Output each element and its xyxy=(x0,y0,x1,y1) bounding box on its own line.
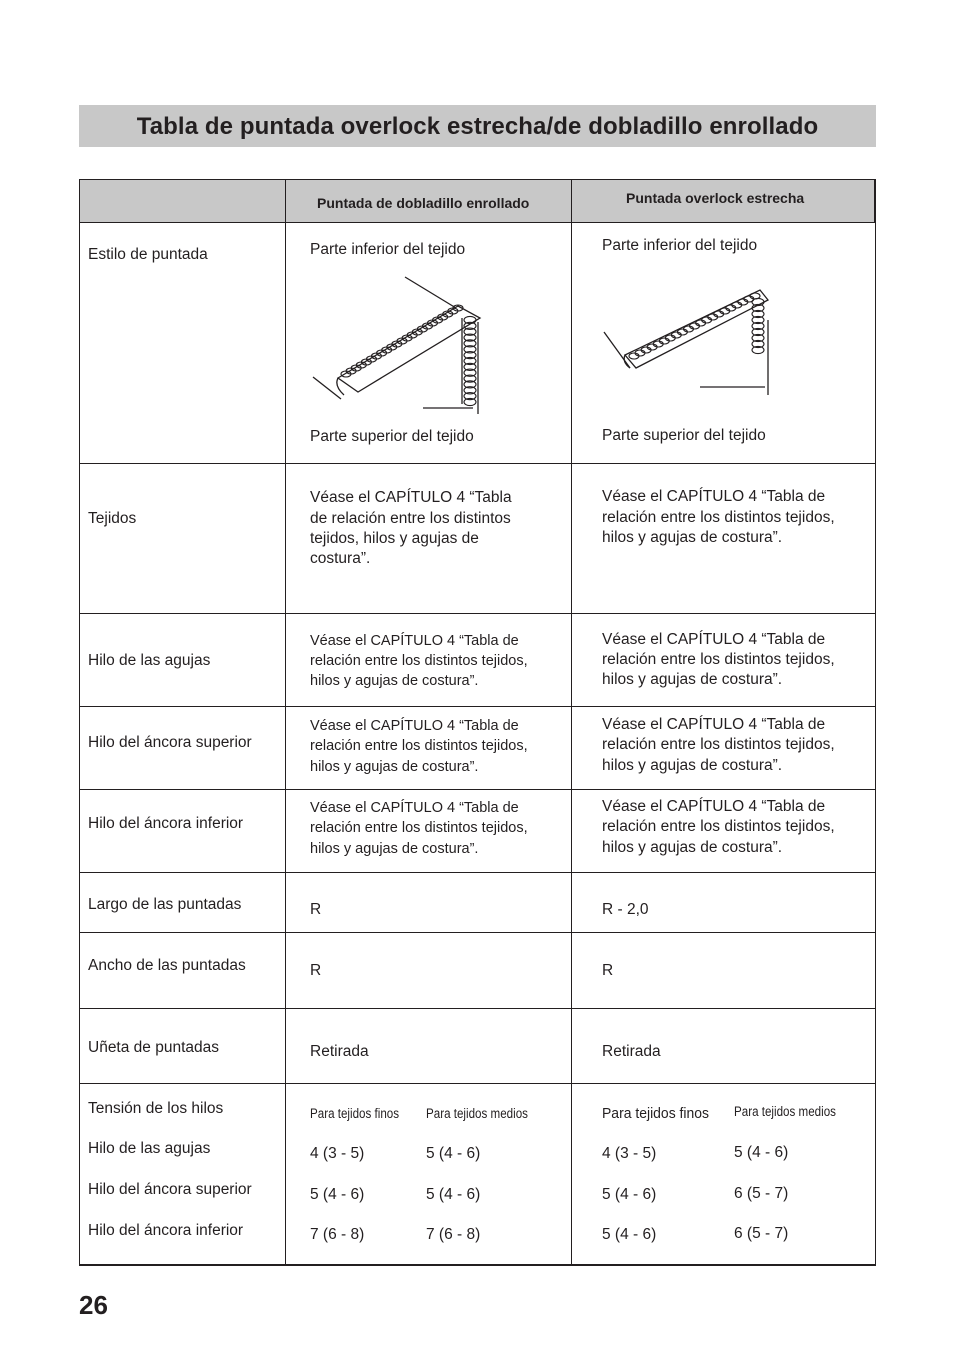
rolled-fine-upper: 5 (4 - 6) xyxy=(310,1186,365,1203)
rolled-medium-header: Para tejidos medios xyxy=(426,1106,528,1121)
row-label-needle-thread: Hilo de las agujas xyxy=(88,652,211,669)
rolled-fabrics-text-line: tejidos, hilos y agujas de xyxy=(310,530,479,547)
row-divider xyxy=(80,789,875,790)
narrow-needle-text-line: hilos y agujas de costura”. xyxy=(602,671,783,688)
row-divider xyxy=(80,1083,875,1084)
narrow-fine-header: Para tejidos finos xyxy=(602,1105,710,1122)
narrow-medium-needle: 5 (4 - 6) xyxy=(734,1144,789,1161)
narrow-needle-text-line: Véase el CAPÍTULO 4 “Tabla de xyxy=(602,631,826,648)
rolled-stitch-width: R xyxy=(310,962,322,979)
title-bar xyxy=(79,105,876,147)
narrow-medium-lower: 6 (5 - 7) xyxy=(734,1225,789,1242)
narrow-bottom-label: Parte superior del tejido xyxy=(602,427,766,444)
row-divider xyxy=(80,613,875,614)
rolled-medium-needle: 5 (4 - 6) xyxy=(426,1145,481,1162)
tension-label-lower-looper: Hilo del áncora inferior xyxy=(88,1222,244,1239)
narrow-fine-lower: 5 (4 - 6) xyxy=(602,1226,657,1243)
rolled-lower-text-line: Véase el CAPÍTULO 4 “Tabla de xyxy=(310,800,519,816)
narrow-stitch-finger: Retirada xyxy=(602,1043,661,1060)
narrow-stitch-length: R - 2,0 xyxy=(602,901,649,918)
row-divider xyxy=(80,932,875,933)
row-label-stitch-finger: Uñeta de puntadas xyxy=(88,1039,219,1056)
narrow-upper-text-line: relación entre los distintos tejidos, xyxy=(602,736,835,753)
rolled-upper-text-line: Véase el CAPÍTULO 4 “Tabla de xyxy=(310,718,519,734)
column-divider xyxy=(285,180,286,1264)
page-number: 26 xyxy=(79,1290,108,1320)
rolled-hem-stitch-illustration xyxy=(308,274,488,419)
narrow-medium-header: Para tejidos medios xyxy=(734,1104,836,1119)
rolled-stitch-length: R xyxy=(310,901,322,918)
rolled-fabrics-text-line: Véase el CAPÍTULO 4 “Tabla xyxy=(310,489,512,506)
tension-label-needle: Hilo de las agujas xyxy=(88,1140,211,1157)
narrow-upper-text-line: hilos y agujas de costura”. xyxy=(602,757,783,774)
rolled-top-label: Parte inferior del tejido xyxy=(310,241,466,258)
header-rolled-hem: Puntada de dobladillo enrollado xyxy=(317,195,530,211)
narrow-upper-text-line: Véase el CAPÍTULO 4 “Tabla de xyxy=(602,716,826,733)
rolled-needle-text-line: hilos y agujas de costura”. xyxy=(310,673,479,689)
row-divider xyxy=(80,1008,875,1009)
narrow-lower-text-line: Véase el CAPÍTULO 4 “Tabla de xyxy=(602,798,826,815)
rolled-fine-lower: 7 (6 - 8) xyxy=(310,1226,365,1243)
row-label-tension: Tensión de los hilos xyxy=(88,1100,224,1117)
rolled-bottom-label: Parte superior del tejido xyxy=(310,428,474,445)
page-title: Tabla de puntada overlock estrecha/de dobladillo enrollado xyxy=(136,113,819,140)
rolled-stitch-finger: Retirada xyxy=(310,1043,369,1060)
rolled-fine-header: Para tejidos finos xyxy=(310,1106,400,1121)
narrow-fine-needle: 4 (3 - 5) xyxy=(602,1145,657,1162)
rolled-needle-text-line: relación entre los distintos tejidos, xyxy=(310,653,528,669)
rolled-fabrics-text-line: costura”. xyxy=(310,550,371,567)
narrow-needle-text-line: relación entre los distintos tejidos, xyxy=(602,651,835,668)
narrow-fabrics-text-line: relación entre los distintos tejidos, xyxy=(602,509,835,526)
rolled-lower-text-line: hilos y agujas de costura”. xyxy=(310,841,479,857)
narrow-stitch-width: R xyxy=(602,962,614,979)
row-label-stitch-style: Estilo de puntada xyxy=(88,246,208,263)
row-label-lower-looper: Hilo del áncora inferior xyxy=(88,815,244,832)
narrow-lower-text-line: relación entre los distintos tejidos, xyxy=(602,818,835,835)
narrow-fine-upper: 5 (4 - 6) xyxy=(602,1186,657,1203)
settings-table xyxy=(79,179,876,1266)
rolled-upper-text-line: relación entre los distintos tejidos, xyxy=(310,738,528,754)
tension-label-upper-looper: Hilo del áncora superior xyxy=(88,1181,252,1198)
narrow-fabrics-text-line: hilos y agujas de costura”. xyxy=(602,529,783,546)
column-divider xyxy=(571,180,572,1264)
row-divider xyxy=(80,706,875,707)
row-label-upper-looper: Hilo del áncora superior xyxy=(88,734,252,751)
header-narrow-overlock: Puntada overlock estrecha xyxy=(626,190,805,206)
row-label-stitch-length: Largo de las puntadas xyxy=(88,896,242,913)
row-label-fabrics: Tejidos xyxy=(88,510,137,527)
narrow-fabrics-text-line: Véase el CAPÍTULO 4 “Tabla de xyxy=(602,488,826,505)
row-divider xyxy=(80,872,875,873)
narrow-top-label: Parte inferior del tejido xyxy=(602,237,758,254)
narrow-lower-text-line: hilos y agujas de costura”. xyxy=(602,839,783,856)
rolled-needle-text-line: Véase el CAPÍTULO 4 “Tabla de xyxy=(310,633,519,649)
narrow-medium-upper: 6 (5 - 7) xyxy=(734,1185,789,1202)
row-label-stitch-width: Ancho de las puntadas xyxy=(88,957,246,974)
rolled-upper-text-line: hilos y agujas de costura”. xyxy=(310,759,479,775)
row-divider xyxy=(80,463,875,464)
rolled-fabrics-text-line: de relación entre los distintos xyxy=(310,510,511,527)
rolled-lower-text-line: relación entre los distintos tejidos, xyxy=(310,820,528,836)
narrow-overlock-stitch-illustration xyxy=(600,280,780,410)
rolled-medium-upper: 5 (4 - 6) xyxy=(426,1186,481,1203)
rolled-medium-lower: 7 (6 - 8) xyxy=(426,1226,481,1243)
rolled-fine-needle: 4 (3 - 5) xyxy=(310,1145,365,1162)
